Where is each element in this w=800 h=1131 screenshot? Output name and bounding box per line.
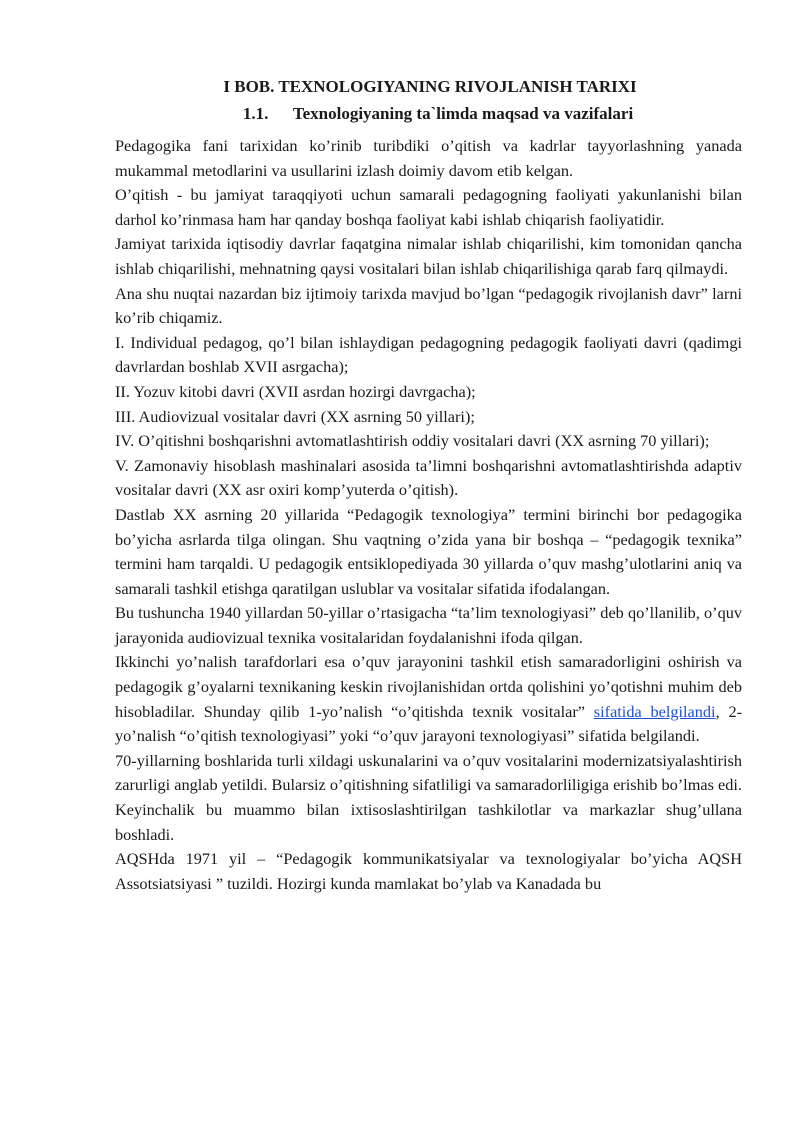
paragraph: O’qitish - bu jamiyat taraqqiyoti uchun samarali pedagogning faoliyati yakunlanishi bilan darhol ko’rinmasa ham har qanday boshqa faoliyat kabi ishlab chiqarish faoliyatidir. [115, 185, 742, 229]
hyperlink[interactable]: sifatida belgilandi [593, 701, 716, 721]
list-item-period-3: III. Audiovizual vositalar davri (XX asrning 50 yillari); [115, 406, 475, 426]
paragraph: AQSHda 1971 yil – “Pedagogik kommunikatsiyalar va texnologiyalar bo’yicha AQSH Assotsiatsiyasi ” tuzildi. Hozirgi kunda mamlakat bo’ylab va Kanadada bu [115, 849, 742, 893]
list-item-period-1: I. Individual pedagog, qo’l bilan ishlaydigan pedagogning pedagogik faoliyati davri (qadimgi davrlardan boshlab XVII asrgacha); [115, 332, 742, 377]
paragraph: Dastlab XX asrning 20 yillarida “Pedagogik texnologiya” termini birinchi bor pedagogika bo’yicha asrlarda tilga olingan. Shu vaqtning o’zida yana bir boshqa – “pedagogik texnika” termini ham tarqaldi. U pedagogik entsiklopediyada 30 yillarda o’quv mashg’ulotlarini aniq va samarali tashkil etishga qaratilgan uslublar va vositalar sifatida ifodalangan. [115, 504, 742, 598]
document-body [115, 134, 742, 896]
paragraph-with-link [115, 650, 742, 748]
list-item-period-5: V. Zamonaviy hisoblash mashinalari asosida ta’limni boshqarishni avtomatlashtirishda adaptiv vositalar davri (XX asr oxiri komp’yuterda o’qitish). [115, 455, 742, 500]
list-item-period-2: II. Yozuv kitobi davri (XVII asrdan hozirgi davrgacha); [115, 381, 476, 401]
paragraph: Bu tushuncha 1940 yillardan 50-yillar o’rtasigacha “ta’lim texnologiyasi” deb qo’llanilib, o’quv jarayonida audiovizual texnika vositalaridan foydalanishni ifoda qilgan. [115, 603, 742, 647]
section-title-text: Texnologiyaning ta`limda maqsad va vazifalari [292, 104, 634, 123]
paragraph-text: , 2-yo’nalish “o’qitish texnologiyasi” yoki “o’quv jarayoni texnologiyasi” sifatida belgilandi. [115, 701, 742, 746]
paragraph-text: Ikkinchi yo’nalish tarafdorlari esa o’quv jarayonini tashkil etish samaradorligini oshirish va pedagogik g’oyalarni texnikaning keskin rivojlanishidan ortda qolishini yo’qotishni muhim deb hisobladilar. Shunday qilib 1-yo’nalish “o’qitishda texnik vositalar” [115, 652, 742, 721]
section-title [38, 103, 800, 125]
section-number: 1.1. [242, 104, 269, 123]
chapter-title: I BOB. TEXNOLOGIYANING RIVOJLANISH TARIXI [223, 77, 637, 96]
paragraph: Jamiyat tarixida iqtisodiy davrlar faqatgina nimalar ishlab chiqarilishi, kim tomonidan qancha ishlab chiqarilishi, mehnatning qaysi vositalari bilan ishlab chiqarilishiga qarab farq qilmaydi. [115, 234, 742, 278]
paragraph: Ana shu nuqtai nazardan biz ijtimoiy tarixda mavjud bo’lgan “pedagogik rivojlanish davr” larni ko’rib chiqamiz. [115, 283, 742, 328]
paragraph: Pedagogika fani tarixidan ko’rinib turibdiki o’qitish va kadrlar tayyorlashning yanada mukammal metodlarini va usullarini izlash doimiy davom etib kelgan. [115, 136, 742, 180]
list-item-period-4: IV. O’qitishni boshqarishni avtomatlashtirish oddiy vositalari davri (XX asrning 70 yillari); [115, 431, 710, 451]
paragraph: 70-yillarning boshlarida turli xildagi uskunalarini va o’quv vositalarini modernizatsiyalashtirish zarurligi anglab yetildi. Bularsiz o’qitishning sifatliligi va samaradorliligiga erishib bo’lmas edi. Keyinchalik bu muammo bilan ixtisoslashtirilgan tashkilotlar va markazlar shug’ullana boshladi. [115, 750, 742, 844]
